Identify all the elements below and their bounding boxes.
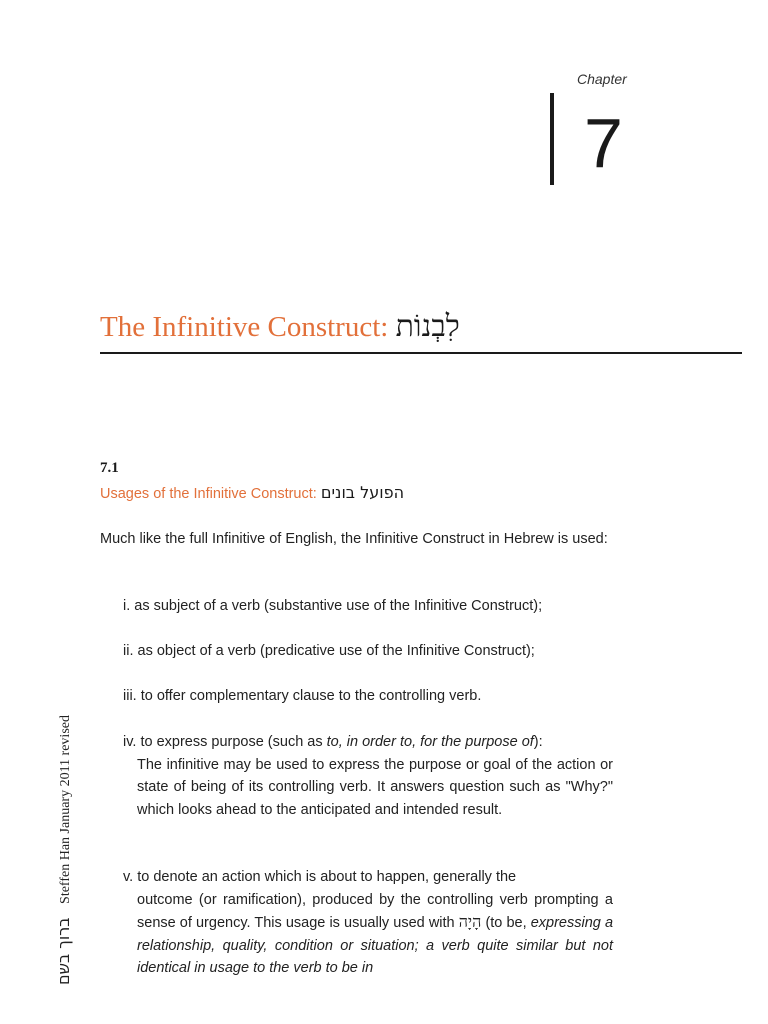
intro-paragraph: Much like the full Infinitive of English, the Infinitive Construct in Hebrew is used: (100, 531, 608, 547)
item-v-lead: v. to denote an action which is about to happen, generally the (123, 869, 517, 885)
item-iv-lead: iv. to express purpose (such as (123, 734, 327, 750)
page-title (100, 310, 460, 344)
title-hebrew: לִבְנוֹת (395, 310, 460, 343)
list-item-ii: ii. as object of a verb (predicative use of the Infinitive Construct); (123, 643, 535, 659)
section-title-text: Usages of the Infinitive Construct: (100, 486, 317, 502)
chapter-number: 7 (584, 104, 623, 182)
section-title (100, 483, 404, 502)
item-v-continuation-block (123, 889, 613, 980)
list-item-v (123, 866, 613, 980)
side-credit (54, 715, 74, 985)
list-item-iii: iii. to offer complementary clause to the controlling verb. (123, 688, 482, 704)
section-number: 7.1 (100, 460, 119, 476)
side-credit-hebrew: ברוך בשם (54, 917, 73, 985)
item-iv-continuation: The infinitive may be used to express the purpose or goal of the action or state of being of its controlling verb. It answers question such as "Why?" which looks ahead to the anticipated and intended result. (137, 756, 613, 818)
title-rule (100, 352, 742, 354)
side-credit-text: Steffen Han January 2011 revised (58, 715, 73, 904)
list-item-iv (123, 731, 613, 821)
chapter-bar (550, 93, 554, 185)
item-v-italic: expressing a relationship, quality, condition or situation; a verb quite similar but not identical in usage to the verb to be in (137, 915, 614, 976)
section-title-hebrew: הפועל בונים (320, 483, 405, 502)
item-iv-close: ): (533, 734, 543, 750)
item-iv-italic: to, in order to, for the purpose of (326, 734, 534, 750)
item-v-hebrew: הָיָה (458, 912, 482, 931)
item-v-paren-open: (to be, (485, 915, 531, 931)
chapter-label: Chapter (577, 71, 627, 87)
list-item-i: i. as subject of a verb (substantive use of the Infinitive Construct); (123, 598, 543, 614)
title-text: The Infinitive Construct: (100, 311, 389, 343)
item-v-continuation: outcome (or ramification), produced by the controlling verb prompting a sense of urgency. This usage is usually used with (137, 891, 613, 931)
